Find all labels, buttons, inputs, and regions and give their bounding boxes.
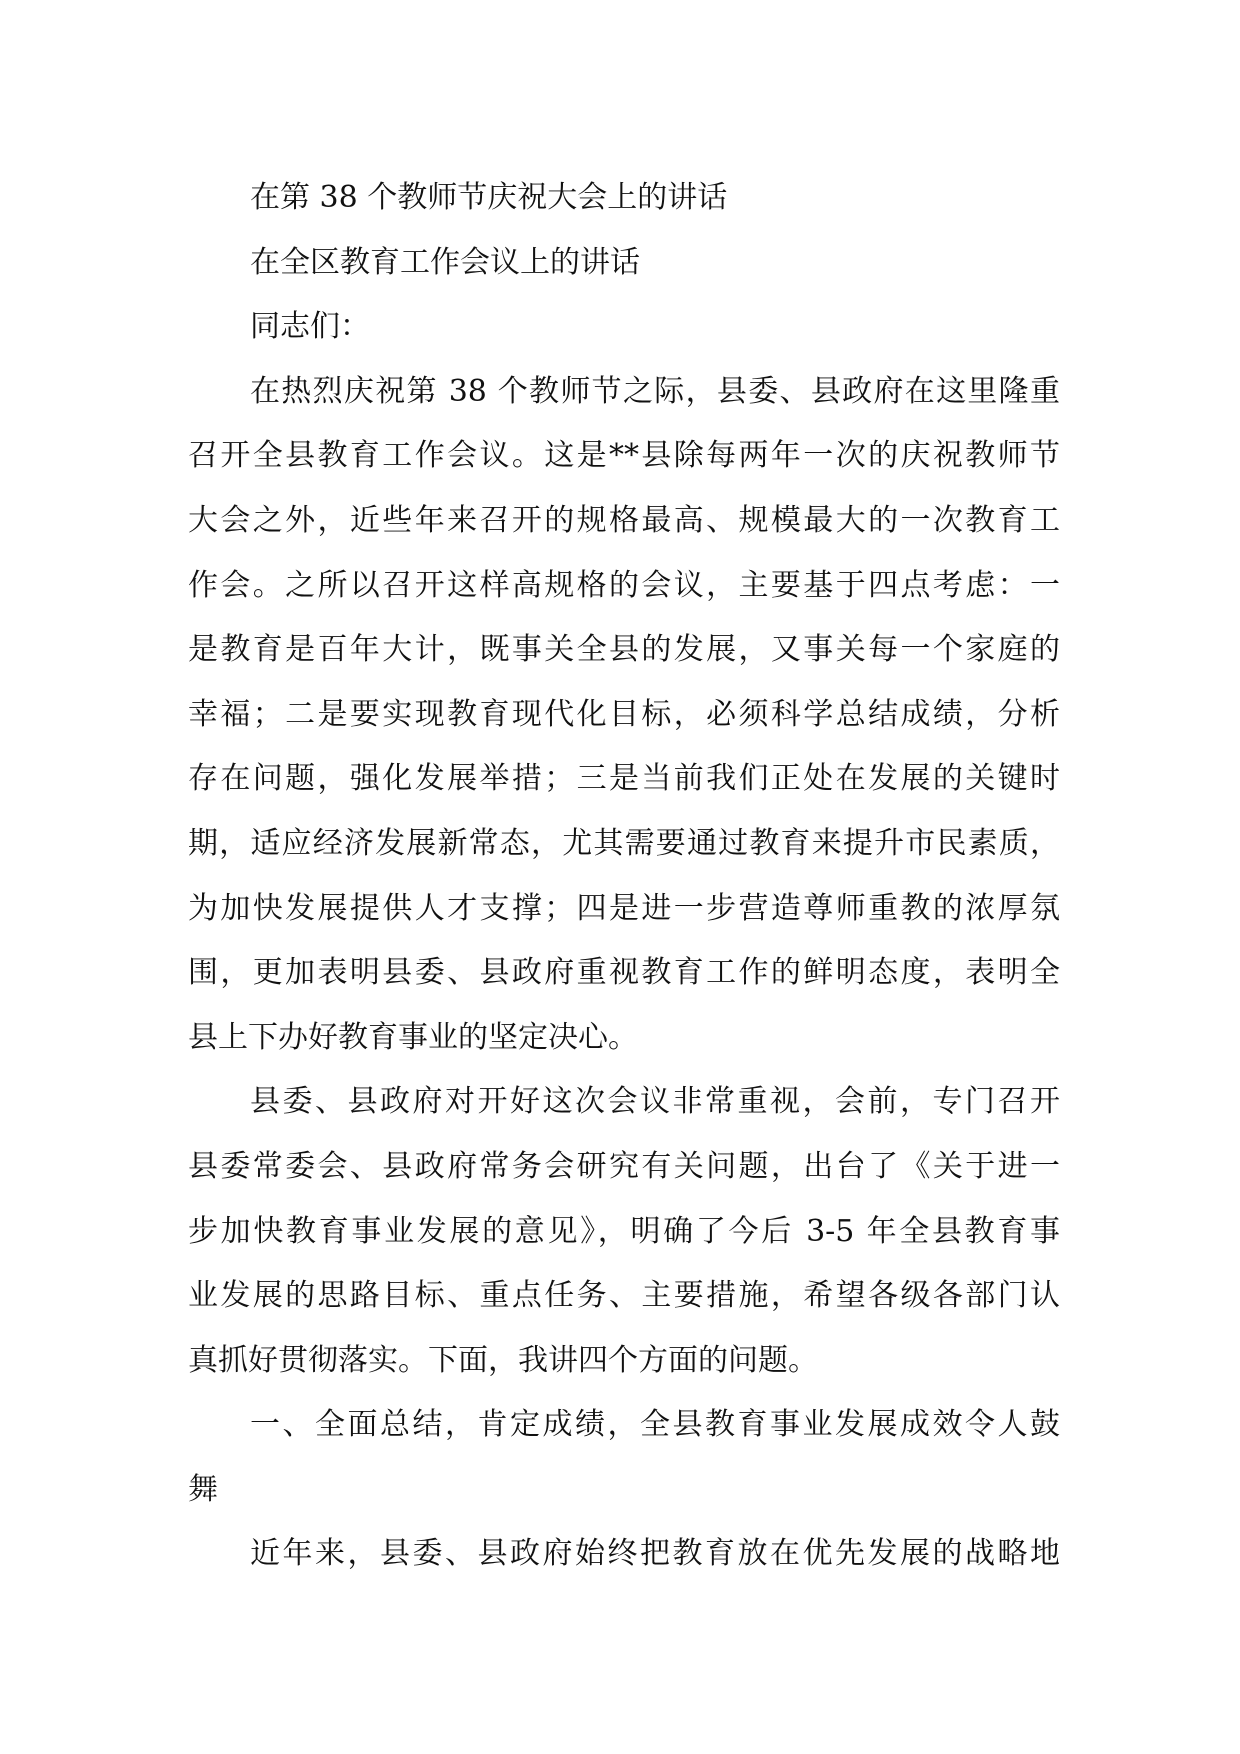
- paragraph-line: 真抓好贯彻落实。下面，我讲四个方面的问题。: [188, 1342, 818, 1378]
- paragraph-line: 县委、县政府对开好这次会议非常重视，会前，专门召开: [250, 1084, 1060, 1120]
- paragraph-line: 幸福；二是要实现教育现代化目标，必须科学总结成绩，分析: [188, 696, 1060, 732]
- paragraph-line: 步加快教育事业发展的意见》，明确了今后 3-5 年全县教育事: [188, 1213, 1060, 1249]
- paragraph-line: 在热烈庆祝第 38 个教师节之际，县委、县政府在这里隆重: [250, 373, 1060, 409]
- heading-line: 舞: [188, 1471, 218, 1507]
- salutation: 同志们：: [250, 309, 370, 345]
- paragraph-line: 业发展的思路目标、重点任务、主要措施，希望各级各部门认: [188, 1278, 1060, 1314]
- section-heading-1: [188, 1393, 1060, 1522]
- paragraph-line: 存在问题，强化发展举措；三是当前我们正处在发展的关键时: [188, 761, 1060, 797]
- document-title-2: 在全区教育工作会议上的讲话: [250, 244, 640, 280]
- paragraph-1: [188, 360, 1060, 1071]
- paragraph-line: 县委常委会、县政府常务会研究有关问题，出台了《关于进一: [188, 1148, 1060, 1184]
- paragraph-line: 围，更加表明县委、县政府重视教育工作的鲜明态度，表明全: [188, 955, 1060, 991]
- paragraph-line: 是教育是百年大计，既事关全县的发展，又事关每一个家庭的: [188, 632, 1060, 668]
- paragraph-line: 期，适应经济发展新常态，尤其需要通过教育来提升市民素质，: [188, 825, 1060, 861]
- paragraph-line: 为加快发展提供人才支撑；四是进一步营造尊师重教的浓厚氛: [188, 890, 1060, 926]
- heading-line: 一、全面总结，肯定成绩，全县教育事业发展成效令人鼓: [250, 1407, 1060, 1443]
- paragraph-3: [188, 1522, 1060, 1587]
- paragraph-line: 作会。之所以召开这样高规格的会议，主要基于四点考虑：一: [188, 567, 1060, 603]
- document-title-1: 在第 38 个教师节庆祝大会上的讲话: [250, 180, 728, 215]
- paragraph-line: 县上下办好教育事业的坚定决心。: [188, 1019, 638, 1055]
- paragraph-line: 大会之外，近些年来召开的规格最高、规模最大的一次教育工: [188, 502, 1060, 538]
- paragraph-line: 近年来，县委、县政府始终把教育放在优先发展的战略地: [250, 1536, 1060, 1572]
- document-page: [188, 166, 1060, 1587]
- paragraph-line: 召开全县教育工作会议。这是**县除每两年一次的庆祝教师节: [188, 438, 1060, 474]
- paragraph-2: [188, 1070, 1060, 1393]
